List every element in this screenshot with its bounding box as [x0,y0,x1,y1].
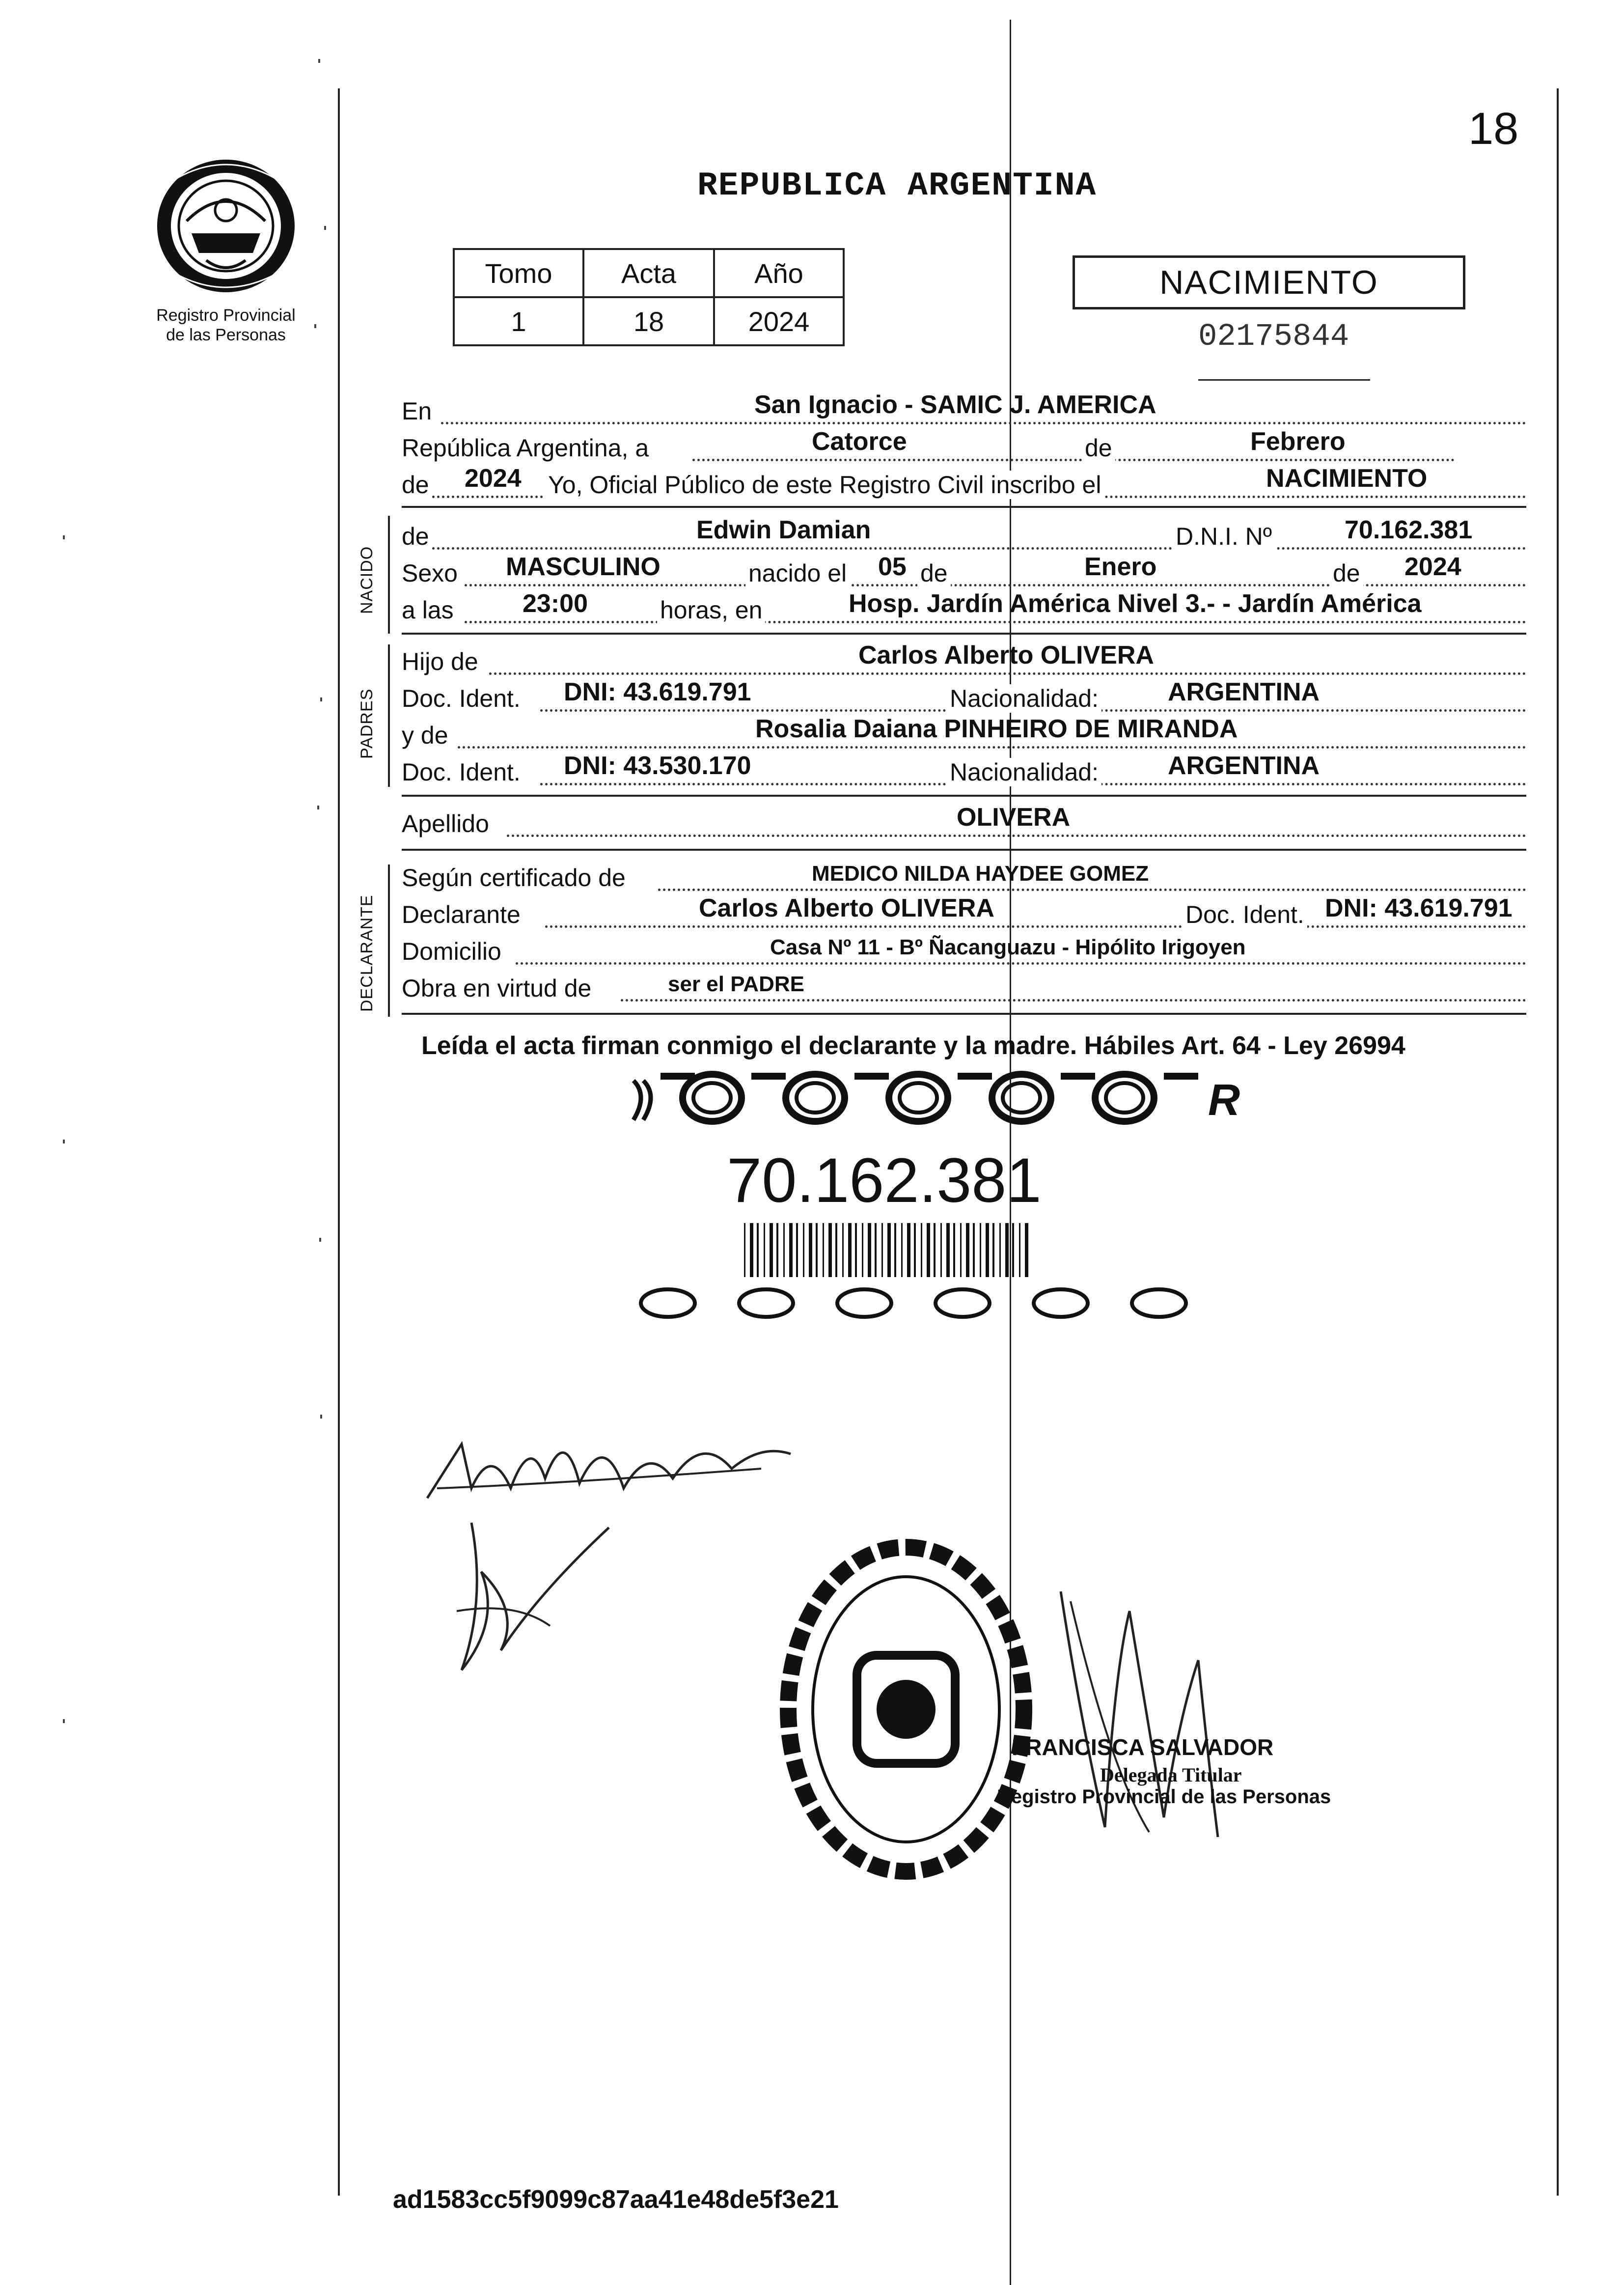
row-declarante [402,896,1526,931]
margin-speck [63,1719,65,1723]
apellido-label: Apellido [402,810,489,837]
divider-declarante [402,1013,1526,1015]
record-value-ano: 2024 [714,297,844,345]
birth-time: 23:00 [523,589,588,618]
child-sex: MASCULINO [506,553,661,581]
father-nationality: ARGENTINA [1168,678,1320,706]
row-father-doc [402,680,1526,715]
father-doc: DNI: 43.619.791 [564,678,751,706]
child-name: Edwin Damian [696,516,871,544]
mother-doc-label: Doc. Ident. [402,758,521,786]
right-margin-line [1557,88,1559,2196]
row-mother [402,717,1526,752]
section-padres: PADRES [358,688,376,759]
mother-nationality: ARGENTINA [1168,752,1320,780]
declarante-label: Declarante [402,901,521,928]
row-apellido [402,803,1526,840]
act-type: NACIMIENTO [1266,464,1428,493]
form-number-underline [1198,379,1370,381]
record-header-ano: Año [714,249,844,297]
document-hash: ad1583cc5f9099c87aa41e48de5f3e21 [393,2185,839,2214]
declarant-doc: DNI: 43.619.791 [1325,894,1513,922]
province-seal-logo [147,147,304,300]
nacido-el-label: nacido el [745,559,850,587]
row-republica [402,427,1526,464]
divider-apellido [402,849,1526,851]
svg-text:R: R [1208,1076,1240,1125]
row-domicilio [402,933,1526,968]
declarant-capacity: ser el PADRE [668,972,804,996]
birth-day: 05 [878,553,907,581]
security-pattern-bottom [629,1286,1228,1320]
nacido-bracket [388,516,390,634]
row-nacido-sexo [402,555,1526,589]
record-header-tomo: Tomo [454,249,583,297]
birth-month: Enero [1084,553,1157,581]
row-father [402,643,1526,678]
margin-speck [63,535,65,539]
de-year-label: de [402,471,429,499]
divider-padres [402,795,1526,797]
row-mother-doc [402,754,1526,788]
obra-label: Obra en virtud de [402,975,592,1002]
registry-month: Febrero [1250,427,1346,456]
row-certificado [402,860,1526,894]
margin-speck [318,59,320,63]
margin-speck [319,1238,321,1242]
father-nat-label: Nacionalidad: [947,684,1101,713]
country-title: REPUBLICA ARGENTINA [697,167,1097,205]
official-role: Delegada Titular [1100,1764,1242,1786]
horas-label: horas, en [657,596,765,624]
margin-speck [324,226,326,230]
record-type-box: NACIMIENTO [1073,255,1465,309]
row-nacido-time [402,589,1526,626]
section-declarante: DECLARANTE [358,894,376,1012]
mother-nat-label: Nacionalidad: [947,758,1101,786]
security-pattern-top [629,1071,1240,1125]
record-header-acta: Acta [583,249,714,297]
de-label: de [1082,434,1115,462]
father-name: Carlos Alberto OLIVERA [858,641,1154,669]
record-value-tomo: 1 [454,297,583,345]
sexo-label: Sexo [402,559,458,587]
child-dni: 70.162.381 [1345,516,1473,544]
mother-signature [442,1513,619,1690]
padres-bracket [388,644,390,787]
barcode [744,1223,1034,1277]
row-year [402,464,1526,501]
certificado-label: Según certificado de [402,864,626,892]
place-of-registry: San Ignacio - SAMIC J. AMERICA [754,390,1156,419]
divider-intro [402,506,1526,508]
record-table [453,248,845,346]
surname: OLIVERA [957,803,1071,832]
en-label: En [402,397,432,425]
alas-label: a las [402,596,454,624]
declarant-signature [417,1415,800,1513]
domicilio-label: Domicilio [402,938,501,965]
divider-nacido [402,633,1526,635]
declarante-bracket [388,864,390,1017]
record-value-acta: 18 [583,297,714,345]
official-stamp [776,1533,1036,1886]
birth-year: 2024 [1404,553,1461,581]
registry-caption-line-1: Registro Provincial [156,306,296,325]
republica-label: República Argentina, a [402,434,649,462]
official-name: FRANCISCA SALVADOR [1012,1734,1274,1760]
section-nacido: NACIDO [358,546,376,614]
registry-year: 2024 [465,464,522,493]
page-number: 18 [1468,104,1519,154]
registry-caption [133,306,319,345]
mother-name: Rosalia Daiana PINHEIRO DE MIRANDA [755,715,1238,743]
medical-certificate: MEDICO NILDA HAYDEE GOMEZ [812,862,1149,886]
birth-place: Hosp. Jardín América Nivel 3.- - Jardín América [849,589,1422,618]
legal-text: Leída el acta firman conmigo el declarante y la madre. Hábiles Art. 64 - Ley 26994 [421,1031,1405,1060]
row-obra [402,970,1526,1004]
margin-speck [63,1140,65,1143]
nacido-de-label: de [402,523,429,550]
official-registry: Registro Provincial de las Personas [997,1786,1331,1808]
mother-doc: DNI: 43.530.170 [564,752,751,780]
declarant-name: Carlos Alberto OLIVERA [699,894,994,922]
dni-label: D.N.I. Nº [1173,522,1275,551]
row-nacido-name [402,518,1526,553]
registro-text: Yo, Oficial Público de este Registro Civil inscribo el [544,471,1105,499]
birth-de-label: de [917,559,951,587]
father-doc-label: Doc. Ident. [402,685,521,712]
declarant-doc-label: Doc. Ident. [1183,900,1307,929]
hijo-de-label: Hijo de [402,648,478,675]
margin-speck [320,1415,322,1419]
registry-day: Catorce [812,427,907,456]
left-margin-line [338,88,340,2196]
margin-speck [320,697,322,701]
row-en [402,390,1526,427]
security-number: 70.162.381 [727,1145,1042,1216]
birth-de-label-2: de [1330,559,1363,587]
declarant-address: Casa Nº 11 - Bº Ñacanguazu - Hipólito Irigoyen [770,935,1246,959]
form-number: 02175844 [1198,319,1349,355]
registry-caption-line-2: de las Personas [166,326,286,344]
y-de-label: y de [402,722,448,749]
margin-speck [317,806,319,809]
